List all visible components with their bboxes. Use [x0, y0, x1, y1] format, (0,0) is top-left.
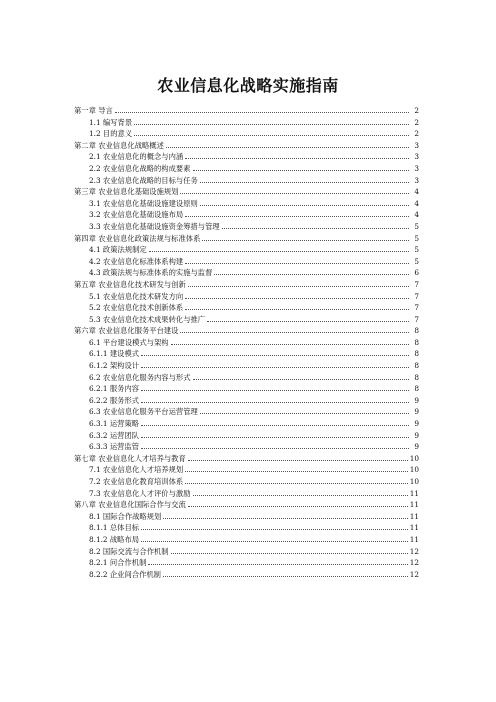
toc-dot-leader	[134, 117, 409, 125]
toc-dot-leader	[171, 546, 408, 554]
toc-entry-label: 3.1 农业信息化基础设施建设原则	[89, 198, 198, 208]
toc-section-entry[interactable]	[74, 291, 419, 303]
toc-entry-label: 6.3.2 运营团队	[89, 430, 140, 440]
toc-dot-leader	[141, 395, 409, 403]
toc-page-number: 11	[409, 488, 419, 498]
toc-chapter-entry[interactable]	[74, 140, 419, 152]
toc-dot-leader	[166, 140, 409, 148]
toc-page-number: 3	[414, 175, 419, 185]
toc-entry-label: 6.1.1 建设模式	[89, 349, 140, 359]
toc-page-number: 7	[414, 314, 419, 324]
toc-dot-leader	[185, 302, 409, 310]
toc-entry-label: 6.3.1 运营策略	[89, 419, 140, 429]
toc-section-entry[interactable]	[74, 464, 419, 476]
table-of-contents	[74, 105, 419, 580]
toc-page-number: 2	[414, 117, 419, 127]
toc-dot-leader	[141, 418, 409, 426]
toc-section-entry[interactable]	[74, 221, 419, 233]
toc-dot-leader	[180, 325, 409, 333]
toc-entry-label: 3.2 农业信息化基础设施布局	[89, 210, 184, 220]
toc-entry-label: 7.1 农业信息化人才培养规划	[89, 465, 184, 475]
toc-page-number: 7	[414, 279, 419, 289]
toc-page-number: 8	[414, 326, 419, 336]
toc-section-entry[interactable]	[74, 360, 419, 372]
toc-dot-leader	[188, 453, 408, 461]
toc-entry-label: 7.3 农业信息化人才评价与激励	[89, 488, 191, 498]
toc-page-number: 11	[409, 511, 419, 521]
toc-chapter-entry[interactable]	[74, 279, 419, 291]
toc-section-entry[interactable]	[74, 314, 419, 326]
toc-page-number: 5	[414, 221, 419, 231]
toc-page-number: 12	[409, 558, 419, 568]
toc-dot-leader	[134, 128, 409, 136]
toc-page-number: 3	[414, 163, 419, 173]
toc-page-number: 5	[414, 256, 419, 266]
toc-entry-label: 3.3 农业信息化基础设施资金筹措与管理	[89, 221, 220, 231]
toc-dot-leader	[188, 279, 409, 287]
toc-entry-label: 2.2 农业信息化战略的构成要素	[89, 163, 191, 173]
toc-page-number: 3	[414, 152, 419, 162]
toc-dot-leader	[141, 522, 408, 530]
toc-dot-leader	[185, 151, 409, 159]
toc-dot-leader	[141, 383, 409, 391]
toc-page-number: 10	[409, 477, 419, 486]
toc-dot-leader	[148, 557, 407, 565]
toc-entry-label: 2.3 农业信息化战略的目标与任务	[89, 175, 198, 185]
toc-entry-label: 6.3 农业信息化服务平台运营管理	[89, 407, 198, 417]
toc-page-number: 9	[414, 395, 419, 405]
toc-entry-label: 6.2 农业信息化服务内容与形式	[89, 372, 191, 382]
toc-dot-leader	[185, 291, 409, 299]
toc-dot-leader	[163, 569, 408, 577]
toc-dot-leader	[185, 209, 409, 217]
toc-entry-label: 4.1 政策法规制定	[89, 245, 147, 255]
toc-entry-label: 第四章 农业信息化政策法规与标准体系	[74, 233, 201, 243]
toc-entry-label: 8.1 国际合作战略规划	[89, 511, 162, 521]
toc-section-entry[interactable]	[74, 534, 419, 546]
toc-dot-leader	[188, 499, 408, 507]
toc-chapter-entry[interactable]	[74, 105, 419, 117]
toc-page-number: 9	[414, 419, 419, 429]
toc-section-entry[interactable]	[74, 128, 419, 140]
toc-page-number: 10	[409, 453, 419, 463]
toc-dot-leader	[200, 175, 409, 183]
toc-dot-leader	[200, 198, 409, 206]
toc-entry-label: 第五章 农业信息化技术研发与创新	[74, 279, 186, 289]
document-title: 农业信息化战略实施指南	[157, 76, 339, 95]
toc-entry-label: 第七章 农业信息化人才培养与教育	[74, 453, 186, 463]
toc-chapter-entry[interactable]	[74, 233, 419, 245]
toc-section-entry[interactable]	[74, 348, 419, 360]
toc-section-entry[interactable]	[74, 546, 419, 558]
toc-section-entry[interactable]	[74, 256, 419, 268]
toc-dot-leader	[214, 267, 409, 275]
toc-chapter-entry[interactable]	[74, 453, 419, 465]
toc-page-number: 11	[409, 500, 419, 510]
toc-dot-leader	[141, 534, 408, 542]
toc-entry-label: 6.3.3 运营监管	[89, 442, 140, 452]
toc-page-number: 9	[414, 442, 419, 452]
toc-entry-label: 6.1 平台建设模式与架构	[89, 337, 169, 347]
toc-dot-leader	[193, 163, 410, 171]
toc-dot-leader	[115, 105, 409, 113]
toc-entry-label: 1.2 目的意义	[89, 129, 133, 139]
toc-entry-label: 8.1.2 战略布局	[89, 534, 140, 544]
toc-dot-leader	[185, 464, 408, 472]
toc-entry-label: 6.2.2 服务形式	[89, 395, 140, 405]
toc-section-entry[interactable]	[74, 337, 419, 349]
toc-dot-leader	[202, 233, 409, 241]
toc-page-number: 2	[414, 129, 419, 139]
toc-section-entry[interactable]	[74, 557, 419, 569]
toc-page-number: 5	[414, 233, 419, 243]
toc-entry-label: 第六章 农业信息化服务平台建设	[74, 326, 179, 336]
toc-section-entry[interactable]	[74, 267, 419, 279]
toc-entry-label: 4.3 政策法规与标准体系的实施与监督	[89, 268, 213, 278]
toc-dot-leader	[149, 244, 409, 252]
toc-section-entry[interactable]	[74, 476, 419, 488]
toc-entry-label: 第三章 农业信息化基础设施规划	[74, 187, 179, 197]
toc-page-number: 8	[414, 337, 419, 347]
toc-entry-label: 5.1 农业信息化技术研发方向	[89, 291, 184, 301]
toc-page-number: 12	[409, 569, 419, 579]
toc-section-entry[interactable]	[74, 406, 419, 418]
toc-page-number: 9	[414, 430, 419, 440]
toc-page-number: 8	[414, 372, 419, 382]
toc-entry-label: 第一章 导言	[74, 106, 113, 115]
toc-page-number: 10	[409, 465, 419, 475]
toc-dot-leader	[200, 406, 409, 414]
toc-dot-leader	[141, 430, 409, 438]
toc-chapter-entry[interactable]	[74, 325, 419, 337]
toc-chapter-entry[interactable]	[74, 499, 419, 511]
toc-entry-label: 8.2.1 问合作机制	[89, 558, 147, 568]
toc-section-entry[interactable]	[74, 175, 419, 187]
toc-dot-leader	[185, 476, 408, 484]
toc-section-entry[interactable]	[74, 511, 419, 523]
toc-section-entry[interactable]	[74, 430, 419, 442]
toc-entry-label: 6.1.2 架构设计	[89, 361, 140, 371]
toc-entry-label: 8.2 国际交流与合作机制	[89, 546, 169, 556]
toc-section-entry[interactable]	[74, 372, 419, 384]
toc-section-entry[interactable]	[74, 151, 419, 163]
toc-page-number: 8	[414, 384, 419, 394]
toc-dot-leader	[222, 221, 409, 229]
toc-entry-label: 8.1.1 总体目标	[89, 523, 140, 533]
toc-section-entry[interactable]	[74, 522, 419, 534]
toc-section-entry[interactable]	[74, 302, 419, 314]
toc-page-number: 7	[414, 291, 419, 301]
toc-page-number: 12	[409, 546, 419, 556]
toc-chapter-entry[interactable]	[74, 186, 419, 198]
toc-section-entry[interactable]	[74, 569, 419, 581]
toc-page-number: 8	[414, 361, 419, 371]
toc-entry-label: 2.1 农业信息化的概念与内涵	[89, 152, 184, 162]
toc-section-entry[interactable]	[74, 395, 419, 407]
toc-entry-label: 第二章 农业信息化战略概述	[74, 140, 164, 150]
toc-entry-label: 5.3 农业信息化技术成果转化与推广	[89, 314, 206, 324]
toc-entry-label: 1.1 编写背景	[89, 117, 133, 127]
toc-section-entry[interactable]	[74, 209, 419, 221]
toc-dot-leader	[171, 337, 409, 345]
toc-entry-label: 4.2 农业信息化标准体系构建	[89, 256, 184, 266]
toc-page-number: 7	[414, 303, 419, 313]
toc-section-entry[interactable]	[74, 163, 419, 175]
toc-page-number: 2	[414, 106, 419, 115]
toc-page-number: 4	[414, 198, 419, 208]
toc-section-entry[interactable]	[74, 198, 419, 210]
toc-page-number: 6	[414, 268, 419, 278]
toc-dot-leader	[207, 314, 409, 322]
toc-section-entry[interactable]	[74, 418, 419, 430]
toc-section-entry[interactable]	[74, 441, 419, 453]
toc-dot-leader	[141, 441, 409, 449]
toc-dot-leader	[141, 360, 409, 368]
toc-section-entry[interactable]	[74, 117, 419, 129]
toc-section-entry[interactable]	[74, 244, 419, 256]
toc-page-number: 11	[409, 523, 419, 533]
toc-page-number: 9	[414, 407, 419, 417]
toc-entry-label: 5.2 农业信息化技术创新体系	[89, 303, 184, 313]
toc-dot-leader	[163, 511, 407, 519]
toc-dot-leader	[193, 372, 410, 380]
toc-dot-leader	[180, 186, 409, 194]
toc-page-number: 11	[409, 534, 419, 544]
toc-page-number: 8	[414, 349, 419, 359]
toc-page-number: 4	[414, 187, 419, 197]
toc-entry-label: 6.2.1 服务内容	[89, 384, 140, 394]
toc-dot-leader	[141, 348, 409, 356]
toc-dot-leader	[193, 488, 408, 496]
toc-section-entry[interactable]	[74, 488, 419, 500]
toc-entry-label: 8.2.2 企业间合作机制	[89, 569, 161, 579]
toc-dot-leader	[185, 256, 409, 264]
toc-page-number: 3	[414, 140, 419, 150]
toc-entry-label: 7.2 农业信息化教育培训体系	[89, 477, 184, 486]
toc-entry-label: 第八章 农业信息化国际合作与交流	[74, 500, 186, 510]
toc-section-entry[interactable]	[74, 383, 419, 395]
toc-page-number: 5	[414, 245, 419, 255]
toc-page-number: 4	[414, 210, 419, 220]
